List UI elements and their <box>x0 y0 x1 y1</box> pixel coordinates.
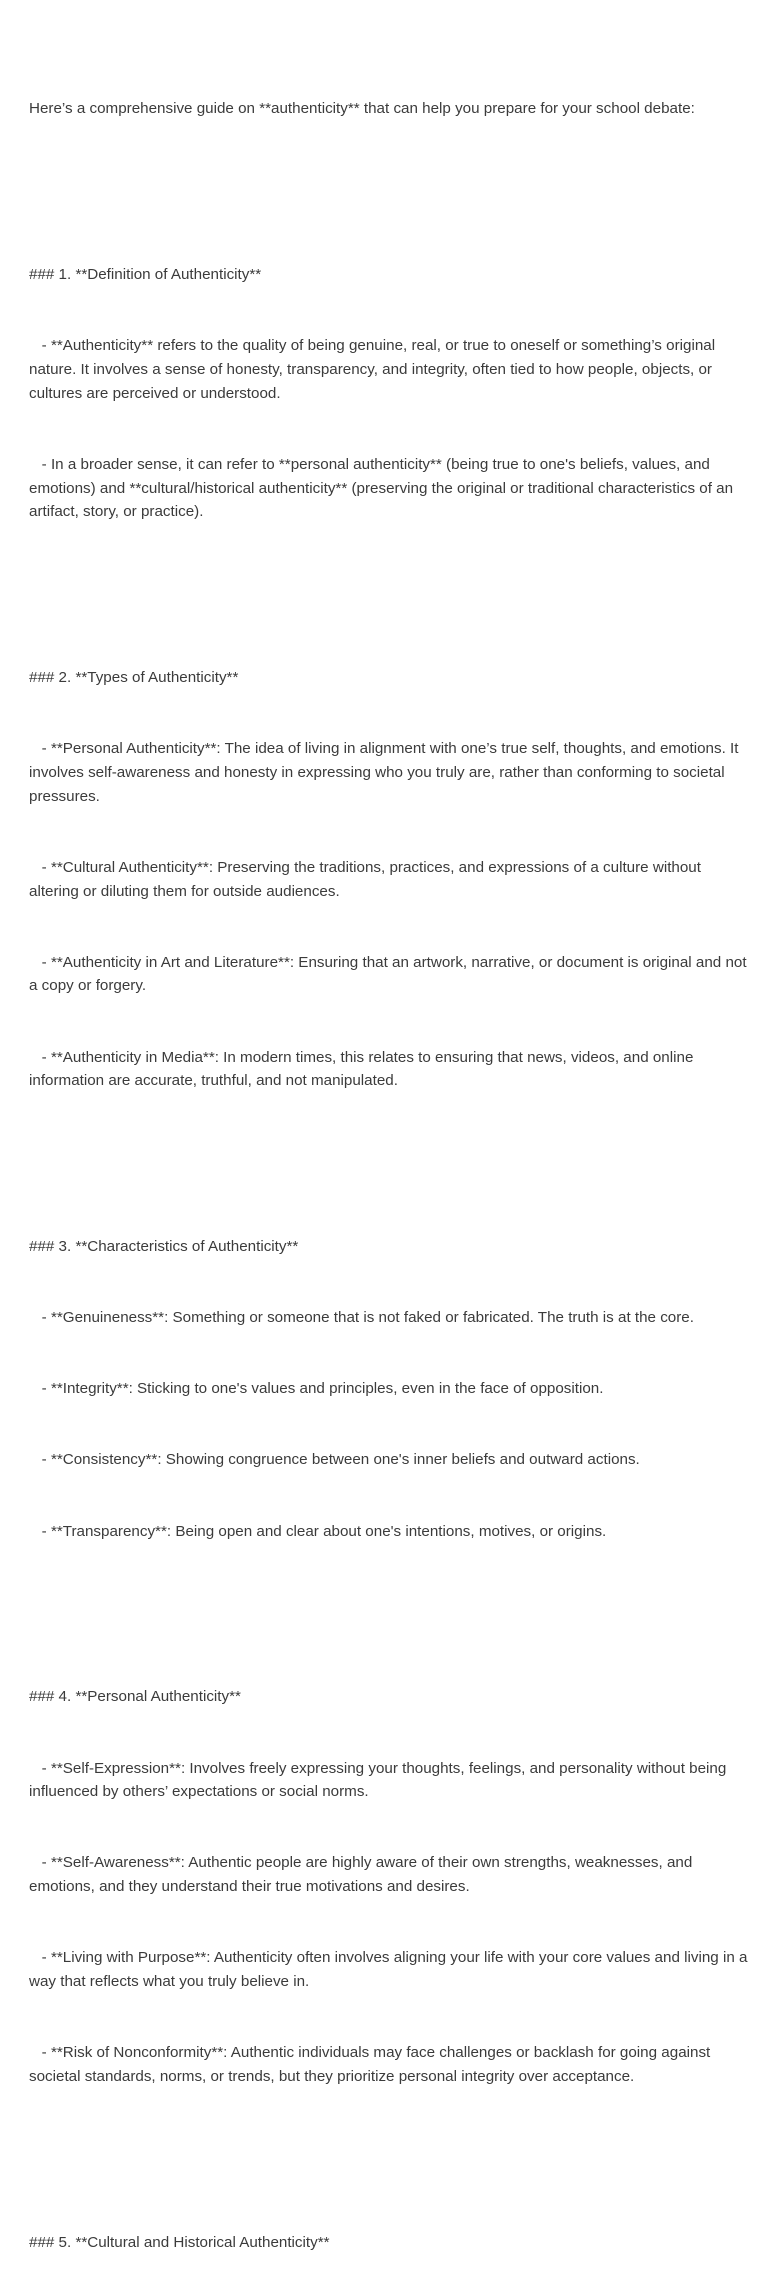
list-item: - **Authenticity** refers to the quality of being genuine, real, or true to oneself or something’s original nature. It involves a sense of honesty, transparency, and integrity, often tied to how people, objects, or cultures are perceived or understood. <box>29 337 720 402</box>
list-item: - In a broader sense, it can refer to **personal authenticity** (being true to one's beliefs, values, and emotions) and **cultural/historical authenticity** (preserving the original or traditional characteristics of an artifact, story, or practice). <box>29 455 738 521</box>
list-item: - **Self-Awareness**: Authentic people are highly aware of their own strengths, weaknesses, and emotions, and they understand their true motivations and desires. <box>29 1854 697 1896</box>
document-body <box>29 50 752 2278</box>
spacer <box>29 2136 749 2160</box>
list-item: - **Transparency**: Being open and clear about one's intentions, motives, or origins. <box>29 1522 607 1540</box>
list-item: - **Authenticity in Media**: In modern times, this relates to ensuring that news, videos, and online information are accurate, truthful, and not manipulated. <box>29 1048 698 1090</box>
spacer <box>29 1140 749 1164</box>
list-item: - **Authenticity in Art and Literature**: Ensuring that an artwork, narrative, or document is original and not a copy or forgery. <box>29 953 751 995</box>
section-heading-definition: ### 1. **Definition of Authenticity** <box>29 266 262 284</box>
section-heading-cultural: ### 5. **Cultural and Historical Authenticity** <box>29 2233 330 2251</box>
spacer <box>29 169 749 193</box>
list-item: - **Self-Expression**: Involves freely expressing your thoughts, feelings, and personality without being influenced by others’ expectations or social norms. <box>29 1759 731 1801</box>
list-item: - **Genuineness**: Something or someone that is not faked or fabricated. The truth is at the core. <box>29 1309 694 1327</box>
list-item: - **Consistency**: Showing congruence between one's inner beliefs and outward actions. <box>29 1451 640 1469</box>
list-item: - **Living with Purpose**: Authenticity often involves aligning your life with your core values and living in a way that reflects what you truly believe in. <box>29 1949 752 1990</box>
list-item: - **Cultural Authenticity**: Preserving the traditions, practices, and expressions of a culture without altering or diluting them for outside audiences. <box>29 858 706 900</box>
spacer <box>29 571 749 595</box>
section-heading-types: ### 2. **Types of Authenticity** <box>29 669 239 687</box>
section-heading-characteristics: ### 3. **Characteristics of Authenticity** <box>29 1238 299 1256</box>
list-item: - **Integrity**: Sticking to one's values and principles, even in the face of opposition. <box>29 1380 604 1398</box>
spacer <box>29 1591 749 1615</box>
list-item: - **Risk of Nonconformity**: Authentic individuals may face challenges or backlash for going against societal standards, norms, or trends, but they prioritize personal integrity over acceptance. <box>29 2044 715 2085</box>
section-heading-personal: ### 4. **Personal Authenticity** <box>29 1688 241 1706</box>
list-item: - **Personal Authenticity**: The idea of living in alignment with one’s true self, thoughts, and emotions. It involves self-awareness and honesty in expressing who you truly are, rather than conforming to societal pressures. <box>29 740 743 805</box>
intro-text: Here’s a comprehensive guide on **authenticity** that can help you prepare for your school debate: <box>29 100 695 118</box>
